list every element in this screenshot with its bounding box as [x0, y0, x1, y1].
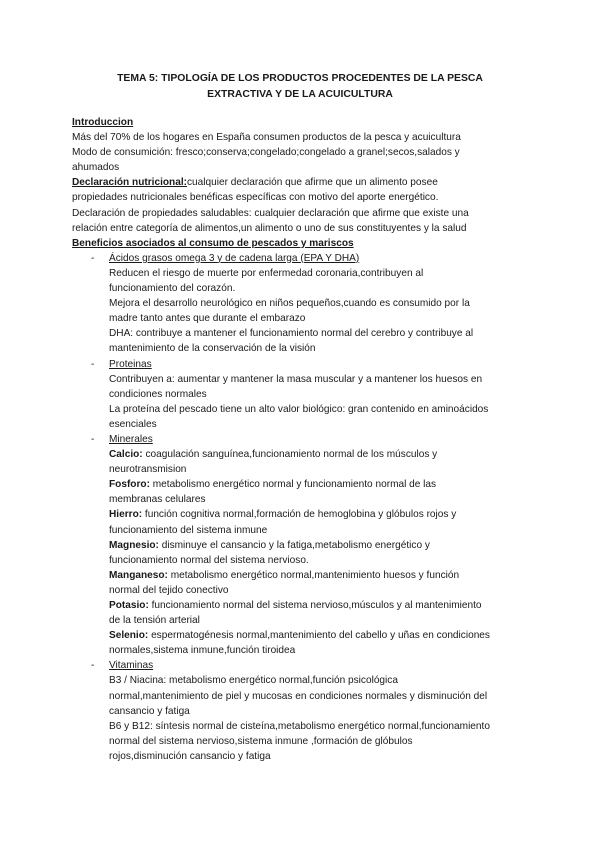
mineral-text: funcionamiento normal del sistema nervioso,músculos y al mantenimiento: [148, 600, 482, 611]
mineral-line: funcionamiento del sistema inmune: [109, 524, 268, 536]
vitaminas-line: cansancio y fatiga: [109, 705, 190, 717]
vitaminas-line: normal,mantenimiento de piel y mucosas en condiciones normales y disminución del: [109, 690, 488, 702]
list-item-acidos-grasos: [72, 251, 532, 266]
mineral-label: Potasio:: [109, 600, 149, 611]
vitaminas-title: Vitaminas: [109, 660, 154, 672]
acidos-line: madre tanto antes que durante el embarazo: [109, 313, 306, 325]
declaracion-line: propiedades nutricionales benéficas específicas con motivo del aporte energético.: [72, 192, 439, 204]
mineral-line: membranas celulares: [109, 494, 206, 506]
mineral-calcio: [72, 447, 532, 462]
bullet-dash: -: [91, 433, 95, 445]
document-body: [72, 115, 532, 764]
mineral-line: funcionamiento normal del sistema nervioso.: [109, 554, 309, 566]
acidos-line: DHA: contribuye a mantener el funcionamiento normal del cerebro y contribuye al: [109, 328, 474, 340]
mineral-magnesio: [72, 538, 532, 553]
declaracion-line: Declaración de propiedades saludables: cualquier declaración que afirme que existe una: [72, 207, 469, 219]
mineral-text: metabolismo energético normal,mantenimiento huesos y función: [167, 569, 460, 581]
mineral-line: neurotransmision: [109, 464, 187, 476]
declaracion-nutricional: [72, 175, 532, 190]
proteinas-title: Proteinas: [109, 358, 152, 370]
vitaminas-line: normal del sistema nervioso,sistema inmune ,formación de glóbulos: [109, 735, 413, 747]
vitaminas-line: B3 / Niacina: metabolismo energético normal,función psicológica: [109, 675, 398, 687]
mineral-hierro: [72, 507, 532, 522]
bullet-dash: -: [91, 358, 95, 370]
mineral-label: Fosforo:: [109, 479, 150, 491]
list-item-vitaminas: [72, 658, 532, 673]
intro-line: ahumados: [72, 162, 120, 174]
proteinas-line: La proteína del pescado tiene un alto valor biológico: gran contenido en aminoácidos: [109, 403, 489, 415]
acidos-line: Mejora el desarrollo neurológico en niños pequeños,cuando es consumido por la: [109, 298, 470, 310]
list-item-proteinas: [72, 357, 532, 372]
acidos-title: Ácidos grasos omega 3 y de cadena larga (EPA Y DHA): [109, 252, 360, 264]
proteinas-line: esenciales: [109, 418, 157, 430]
beneficios-heading: Beneficios asociados al consumo de pescados y mariscos: [72, 237, 354, 249]
mineral-text: disminuye el cansancio y la fatiga,metabolismo energético y: [158, 539, 430, 551]
mineral-line: de la tensión arterial: [109, 615, 200, 627]
mineral-manganeso: [72, 568, 532, 583]
mineral-line: normales,sistema inmune,función tiroidea: [109, 645, 296, 657]
mineral-text: función cognitiva normal,formación de hemoglobina y glóbulos rojos y: [142, 509, 457, 521]
intro-line: Más del 70% de los hogares en España consumen productos de la pesca y acuicultura: [72, 132, 461, 144]
declaracion-line: relación entre categoría de alimentos,un alimento o uno de sus constituyentes y la salud: [72, 222, 467, 234]
title-line-2: EXTRACTIVA Y DE LA ACUICULTURA: [207, 89, 393, 100]
mineral-label: Manganeso:: [109, 569, 168, 581]
intro-line: Modo de consumición: fresco;conserva;congelado;congelado a granel;secos,salados y: [72, 147, 460, 159]
bullet-dash: -: [91, 252, 95, 264]
proteinas-line: condiciones normales: [109, 388, 207, 400]
mineral-label: Hierro:: [109, 509, 143, 521]
mineral-label: Selenio:: [109, 630, 149, 642]
mineral-label: Calcio:: [109, 449, 143, 461]
mineral-fosforo: [72, 477, 532, 492]
mineral-selenio: [72, 628, 532, 643]
title-line-1: TEMA 5: TIPOLOGÍA DE LOS PRODUCTOS PROCEDENTES DE LA PESCA: [117, 73, 483, 84]
minerales-title: Minerales: [109, 433, 153, 445]
declaracion-text: cualquier declaración que afirme que un alimento posee: [186, 177, 438, 189]
mineral-text: metabolismo energético normal y funcionamiento normal de las: [149, 479, 437, 491]
mineral-text: espermatogénesis normal,mantenimiento del cabello y uñas en condiciones: [148, 630, 490, 642]
acidos-line: mantenimiento de la conservación de la visión: [109, 343, 316, 355]
document-title: [60, 71, 540, 103]
list-item-minerales: [72, 432, 532, 447]
mineral-line: normal del tejido conectivo: [109, 584, 229, 596]
mineral-text: coagulación sanguínea,funcionamiento normal de los músculos y: [142, 449, 438, 461]
vitaminas-line: B6 y B12: síntesis normal de cisteína,metabolismo energético normal,funcionamiento: [109, 720, 490, 732]
acidos-line: funcionamiento del corazón.: [109, 283, 236, 295]
proteinas-line: Contribuyen a: aumentar y mantener la masa muscular y a mantener los huesos en: [109, 373, 483, 385]
intro-heading: Introduccion: [72, 117, 134, 128]
bullet-dash: -: [91, 660, 95, 672]
declaracion-label: Declaración nutricional:: [72, 177, 187, 189]
mineral-potasio: [72, 598, 532, 613]
mineral-label: Magnesio:: [109, 539, 159, 551]
acidos-line: Reducen el riesgo de muerte por enfermedad coronaria,contribuyen al: [109, 267, 424, 279]
vitaminas-line: rojos,disminución cansancio y fatiga: [109, 750, 271, 762]
